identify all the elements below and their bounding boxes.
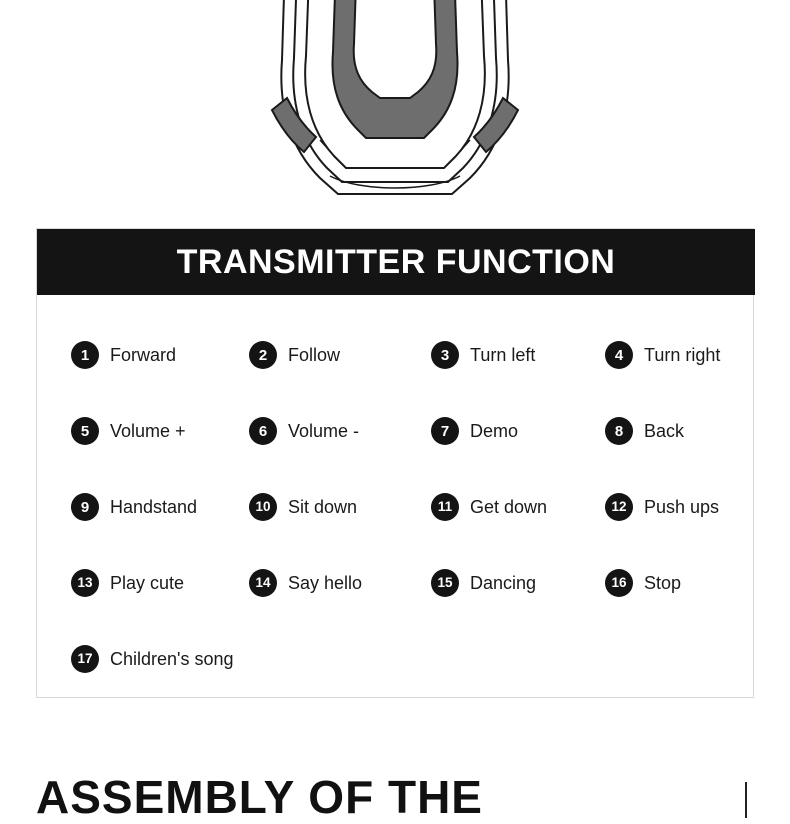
function-number-badge: 15 xyxy=(431,569,459,597)
function-number-badge: 9 xyxy=(71,493,99,521)
function-number-badge: 16 xyxy=(605,569,633,597)
function-label: Volume + xyxy=(110,420,186,441)
function-label: Follow xyxy=(288,344,341,365)
function-item-16 xyxy=(583,545,755,621)
function-number-badge: 12 xyxy=(605,493,633,521)
transmitter-function-panel xyxy=(36,228,754,698)
product-illustration xyxy=(0,0,790,215)
function-item-14 xyxy=(221,545,405,621)
function-number-badge: 1 xyxy=(71,341,99,369)
function-item-13 xyxy=(37,545,221,621)
function-label: Dancing xyxy=(470,572,537,593)
function-item-11 xyxy=(405,469,583,545)
function-label: Forward xyxy=(110,344,177,365)
function-label: Sit down xyxy=(288,496,358,517)
function-number-badge: 4 xyxy=(605,341,633,369)
function-label: Say hello xyxy=(288,572,363,593)
function-number-badge: 17 xyxy=(71,645,99,673)
function-number-badge: 3 xyxy=(431,341,459,369)
function-label: Play cute xyxy=(110,572,185,593)
function-item-2 xyxy=(221,317,405,393)
function-number-badge: 11 xyxy=(431,493,459,521)
function-number-badge: 10 xyxy=(249,493,277,521)
function-item-6 xyxy=(221,393,405,469)
function-label: Demo xyxy=(470,420,519,441)
function-item-8 xyxy=(583,393,755,469)
function-item-10 xyxy=(221,469,405,545)
function-item-15 xyxy=(405,545,583,621)
function-item-3 xyxy=(405,317,583,393)
section-heading: ASSEMBLY OF THE xyxy=(36,771,483,823)
transmitter-outline-drawing xyxy=(0,0,790,215)
center-ring-shape xyxy=(354,0,437,98)
function-item-17 xyxy=(37,621,234,697)
function-label: Handstand xyxy=(110,496,198,517)
function-number-badge: 8 xyxy=(605,417,633,445)
vertical-rule xyxy=(745,782,747,818)
function-label: Stop xyxy=(644,572,682,593)
function-label: Volume - xyxy=(288,420,360,441)
function-label: Turn right xyxy=(644,344,721,365)
function-number-badge: 13 xyxy=(71,569,99,597)
function-label: Push ups xyxy=(644,496,720,517)
function-label: Children's song xyxy=(110,648,234,669)
panel-title: TRANSMITTER FUNCTION xyxy=(176,242,616,281)
function-item-7 xyxy=(405,393,583,469)
function-list xyxy=(37,295,755,697)
function-label: Turn left xyxy=(470,344,536,365)
function-item-4 xyxy=(583,317,755,393)
function-number-badge: 14 xyxy=(249,569,277,597)
function-item-5 xyxy=(37,393,221,469)
function-label: Back xyxy=(644,420,685,441)
function-item-9 xyxy=(37,469,221,545)
panel-header xyxy=(37,229,755,295)
function-number-badge: 2 xyxy=(249,341,277,369)
function-item-1 xyxy=(37,317,221,393)
function-item-12 xyxy=(583,469,755,545)
function-number-badge: 6 xyxy=(249,417,277,445)
function-number-badge: 5 xyxy=(71,417,99,445)
function-number-badge: 7 xyxy=(431,417,459,445)
function-label: Get down xyxy=(470,496,548,517)
